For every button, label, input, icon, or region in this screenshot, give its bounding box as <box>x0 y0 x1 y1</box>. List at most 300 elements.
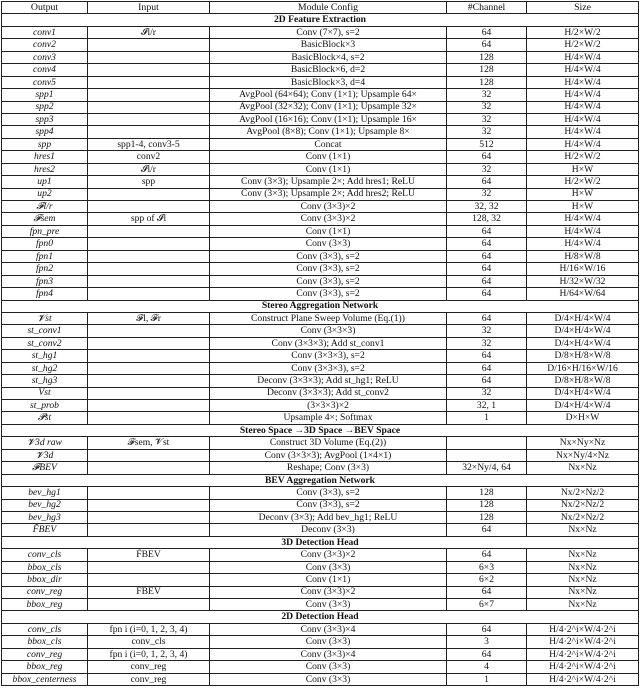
cell-output: spp3 <box>2 113 88 125</box>
header-channel: #Channel <box>447 2 527 14</box>
section-header-row <box>2 536 639 548</box>
cell-output: conv_reg <box>2 586 88 598</box>
cell-channel: 64 <box>447 648 527 660</box>
cell-output: 𝓕sem <box>2 213 88 225</box>
cell-size: H/4×W/4 <box>527 51 639 63</box>
cell-module-config: Conv (3×3)×2 <box>210 201 447 213</box>
cell-channel: 64 <box>447 263 527 275</box>
table-row <box>2 487 639 499</box>
cell-input <box>88 225 210 237</box>
table-row <box>2 26 639 38</box>
cell-output: fpn4 <box>2 288 88 300</box>
table-row <box>2 499 639 511</box>
table-row <box>2 201 639 213</box>
cell-channel: 64 <box>447 623 527 635</box>
cell-input <box>88 201 210 213</box>
cell-output: up1 <box>2 176 88 188</box>
cell-module-config: Conv (3×3)×2 <box>210 213 447 225</box>
cell-size: H/16×W/16 <box>527 263 639 275</box>
cell-output: fpn3 <box>2 275 88 287</box>
cell-channel: 512 <box>447 138 527 150</box>
cell-input <box>88 599 210 611</box>
cell-size: Nx/2×Nz/2 <box>527 487 639 499</box>
cell-input: 𝓘l/r <box>88 163 210 175</box>
cell-input <box>88 101 210 113</box>
cell-channel <box>447 437 527 449</box>
cell-input <box>88 574 210 586</box>
table-row <box>2 337 639 349</box>
cell-size: H/4×W/4 <box>527 113 639 125</box>
cell-module-config: Conv (3×3)×2 <box>210 549 447 561</box>
cell-output: 𝓟st <box>2 412 88 424</box>
cell-channel: 128 <box>447 499 527 511</box>
cell-size: H/4×W/4 <box>527 225 639 237</box>
cell-module-config: Concat <box>210 138 447 150</box>
cell-input: 𝓕sem, 𝓥st <box>88 437 210 449</box>
cell-module-config: (3×3×3)×2 <box>210 400 447 412</box>
cell-output: hres1 <box>2 151 88 163</box>
table-row <box>2 151 639 163</box>
section-title: BEV Aggregation Network <box>2 474 639 486</box>
cell-module-config: Deconv (3×3×3); Add st_hg1; ReLU <box>210 375 447 387</box>
cell-module-config: BasicBlock×3, d=4 <box>210 76 447 88</box>
cell-size: H/4·2^i×W/4·2^i <box>527 623 639 635</box>
table-row <box>2 176 639 188</box>
table-row <box>2 561 639 573</box>
cell-input: F̃BEV <box>88 586 210 598</box>
cell-channel: 64 <box>447 225 527 237</box>
cell-input <box>88 462 210 474</box>
cell-size: H/4·2^i×W/4·2^i <box>527 636 639 648</box>
cell-module-config: Conv (7×7), s=2 <box>210 26 447 38</box>
header-size: Size <box>527 2 639 14</box>
section-title: 2D Feature Extraction <box>2 14 639 26</box>
cell-size: H/4×W/4 <box>527 76 639 88</box>
table-row <box>2 39 639 51</box>
cell-module-config: Conv (3×3×3); AvgPool (1×4×1) <box>210 449 447 461</box>
table-row <box>2 387 639 399</box>
table-row <box>2 89 639 101</box>
cell-module-config: Conv (3×3×3), s=2 <box>210 362 447 374</box>
cell-input <box>88 499 210 511</box>
cell-output: fpn1 <box>2 250 88 262</box>
cell-output: 𝓥3d raw <box>2 437 88 449</box>
table-row <box>2 238 639 250</box>
table-row <box>2 64 639 76</box>
cell-output: conv_cls <box>2 623 88 635</box>
cell-module-config: Conv (3×3)×4 <box>210 623 447 635</box>
cell-output: fpn_pre <box>2 225 88 237</box>
cell-channel: 64 <box>447 39 527 51</box>
cell-size: Nx×Ny/4×Nz <box>527 449 639 461</box>
cell-module-config: Conv (3×3), s=2 <box>210 250 447 262</box>
cell-size: D/4×H/4×W/4 <box>527 387 639 399</box>
cell-size: H×W <box>527 163 639 175</box>
header-module-config: Module Config <box>210 2 447 14</box>
cell-channel <box>447 449 527 461</box>
cell-size: H/4×W/4 <box>527 238 639 250</box>
table-row <box>2 636 639 648</box>
cell-output: bev_hg3 <box>2 511 88 523</box>
cell-input <box>88 113 210 125</box>
cell-input: spp1-4, conv3-5 <box>88 138 210 150</box>
cell-output: F̃BEV <box>2 524 88 536</box>
cell-size: H/4×W/4 <box>527 64 639 76</box>
cell-module-config: Conv (1×1) <box>210 151 447 163</box>
table-row <box>2 511 639 523</box>
cell-channel: 3 <box>447 636 527 648</box>
cell-output: spp2 <box>2 101 88 113</box>
cell-channel: 4 <box>447 661 527 673</box>
cell-channel: 64 <box>447 250 527 262</box>
cell-module-config: Construct Plane Sweep Volume (Eq.(1)) <box>210 312 447 324</box>
cell-channel: 64 <box>447 524 527 536</box>
cell-input <box>88 412 210 424</box>
table-row <box>2 126 639 138</box>
cell-size: D/4×H/4×W/4 <box>527 325 639 337</box>
cell-channel: 32 <box>447 126 527 138</box>
cell-size: H/4×W/4 <box>527 89 639 101</box>
cell-size: D/4×H/4×W/4 <box>527 312 639 324</box>
cell-output: 𝓥st <box>2 312 88 324</box>
section-title: 2D Detection Head <box>2 611 639 623</box>
cell-output: st_prob <box>2 400 88 412</box>
architecture-table <box>1 1 639 686</box>
table-row <box>2 188 639 200</box>
cell-output: fpn2 <box>2 263 88 275</box>
cell-channel: 32 <box>447 337 527 349</box>
table-row <box>2 51 639 63</box>
table-row <box>2 312 639 324</box>
cell-size: H/4×W/4 <box>527 101 639 113</box>
cell-size: D/4×H/4×W/4 <box>527 400 639 412</box>
cell-output: st_hg1 <box>2 350 88 362</box>
cell-module-config: Construct 3D Volume (Eq.(2)) <box>210 437 447 449</box>
cell-module-config: Conv (3×3)×2 <box>210 586 447 598</box>
cell-output: bbox_reg <box>2 599 88 611</box>
cell-module-config: AvgPool (16×16); Conv (1×1); Upsample 16× <box>210 113 447 125</box>
cell-channel: 128 <box>447 64 527 76</box>
table-body <box>2 14 639 686</box>
cell-module-config: Conv (3×3), s=2 <box>210 499 447 511</box>
cell-output: bbox_centerness <box>2 673 88 685</box>
cell-input: spp of 𝓘l <box>88 213 210 225</box>
cell-channel: 6×3 <box>447 561 527 573</box>
cell-module-config: Conv (3×3) <box>210 661 447 673</box>
cell-channel: 64 <box>447 176 527 188</box>
cell-module-config: Conv (3×3); Upsample 2×; Add hres2; ReLU <box>210 188 447 200</box>
table-row <box>2 138 639 150</box>
cell-input <box>88 275 210 287</box>
cell-size: H/4×W/4 <box>527 126 639 138</box>
cell-module-config: Conv (3×3), s=2 <box>210 263 447 275</box>
table-row <box>2 263 639 275</box>
cell-output: conv_reg <box>2 648 88 660</box>
cell-input: conv2 <box>88 151 210 163</box>
cell-input <box>88 188 210 200</box>
cell-input <box>88 250 210 262</box>
table-row <box>2 599 639 611</box>
cell-output: st_conv2 <box>2 337 88 349</box>
cell-size: D/8×H/8×W/8 <box>527 375 639 387</box>
cell-module-config: Conv (3×3), s=2 <box>210 288 447 300</box>
cell-input <box>88 337 210 349</box>
cell-size: H/64×W/64 <box>527 288 639 300</box>
cell-channel: 64 <box>447 151 527 163</box>
cell-size: Nx×Nz <box>527 462 639 474</box>
table-header <box>2 2 639 14</box>
cell-channel: 128 <box>447 51 527 63</box>
cell-output: conv5 <box>2 76 88 88</box>
cell-output: hres2 <box>2 163 88 175</box>
cell-channel: 64 <box>447 375 527 387</box>
section-header-row <box>2 474 639 486</box>
cell-size: H/8×W/8 <box>527 250 639 262</box>
cell-channel: 32 <box>447 113 527 125</box>
cell-output: bbox_dir <box>2 574 88 586</box>
cell-module-config: Deconv (3×3×3); Add st_conv2 <box>210 387 447 399</box>
cell-input <box>88 375 210 387</box>
cell-channel: 128 <box>447 511 527 523</box>
cell-module-config: BasicBlock×4, s=2 <box>210 51 447 63</box>
section-title: Stereo Space →3D Space →BEV Space <box>2 424 639 436</box>
cell-channel: 64 <box>447 238 527 250</box>
cell-input: fpn i (i=0, 1, 2, 3, 4) <box>88 648 210 660</box>
cell-size: Nx/2×Nz/2 <box>527 499 639 511</box>
cell-size: H/4×W/4 <box>527 138 639 150</box>
cell-module-config: Conv (1×1) <box>210 225 447 237</box>
cell-input <box>88 449 210 461</box>
table-row <box>2 350 639 362</box>
cell-size: D/4×H/4×W/4 <box>527 337 639 349</box>
cell-input: fpn i (i=0, 1, 2, 3, 4) <box>88 623 210 635</box>
cell-size: Nx×Nz <box>527 524 639 536</box>
cell-channel: 64 <box>447 549 527 561</box>
cell-module-config: BasicBlock×6, d=2 <box>210 64 447 76</box>
section-title: 3D Detection Head <box>2 536 639 548</box>
cell-input <box>88 400 210 412</box>
cell-channel: 64 <box>447 275 527 287</box>
table-row <box>2 288 639 300</box>
cell-input <box>88 51 210 63</box>
cell-size: H/2×W/2 <box>527 151 639 163</box>
table-row <box>2 362 639 374</box>
cell-output: st_hg3 <box>2 375 88 387</box>
cell-output: conv_cls <box>2 549 88 561</box>
cell-size: Nx×Nz <box>527 561 639 573</box>
table-row <box>2 661 639 673</box>
cell-module-config: Conv (3×3) <box>210 673 447 685</box>
cell-input <box>88 387 210 399</box>
cell-size: H×W <box>527 201 639 213</box>
cell-output: bbox_cls <box>2 636 88 648</box>
cell-channel: 32 <box>447 325 527 337</box>
cell-output: st_conv1 <box>2 325 88 337</box>
cell-channel: 64 <box>447 350 527 362</box>
cell-channel: 32, 1 <box>447 400 527 412</box>
cell-module-config: Conv (3×3) <box>210 238 447 250</box>
cell-channel: 64 <box>447 288 527 300</box>
table-row <box>2 400 639 412</box>
cell-input <box>88 561 210 573</box>
cell-input: conv_cls <box>88 636 210 648</box>
cell-size: H/4·2^i×W/4·2^i <box>527 648 639 660</box>
table-row <box>2 623 639 635</box>
cell-size: Nx×Nz <box>527 574 639 586</box>
cell-module-config: AvgPool (8×8); Conv (1×1); Upsample 8× <box>210 126 447 138</box>
cell-output: 𝓕BEV <box>2 462 88 474</box>
cell-input: conv_reg <box>88 661 210 673</box>
cell-module-config: BasicBlock×3 <box>210 39 447 51</box>
header-input: Input <box>88 2 210 14</box>
cell-output: bbox_cls <box>2 561 88 573</box>
table-row <box>2 412 639 424</box>
cell-module-config: Conv (3×3×3), s=2 <box>210 350 447 362</box>
cell-size: D/16×H/16×W/16 <box>527 362 639 374</box>
cell-input <box>88 325 210 337</box>
cell-channel: 64 <box>447 26 527 38</box>
cell-input <box>88 288 210 300</box>
cell-size: D×H×W <box>527 412 639 424</box>
table-row <box>2 437 639 449</box>
header-output: Output <box>2 2 88 14</box>
table-row <box>2 163 639 175</box>
cell-size: H/4×W/4 <box>527 213 639 225</box>
table-row <box>2 76 639 88</box>
cell-size: H/32×W/32 <box>527 275 639 287</box>
cell-channel: 64 <box>447 586 527 598</box>
table-row <box>2 574 639 586</box>
cell-channel: 32×Ny/4, 64 <box>447 462 527 474</box>
cell-module-config: Conv (3×3) <box>210 599 447 611</box>
cell-size: Nx×Nz <box>527 599 639 611</box>
table-row <box>2 213 639 225</box>
cell-channel: 64 <box>447 362 527 374</box>
cell-module-config: Conv (3×3)×4 <box>210 648 447 660</box>
cell-module-config: Reshape; Conv (3×3) <box>210 462 447 474</box>
table-row <box>2 101 639 113</box>
section-header-row <box>2 14 639 26</box>
cell-output: Ṽst <box>2 387 88 399</box>
cell-size: H/2×W/2 <box>527 176 639 188</box>
cell-output: bev_hg1 <box>2 487 88 499</box>
cell-channel: 128, 32 <box>447 213 527 225</box>
table-row <box>2 275 639 287</box>
cell-input <box>88 350 210 362</box>
cell-channel: 32 <box>447 188 527 200</box>
cell-module-config: AvgPool (32×32); Conv (1×1); Upsample 32× <box>210 101 447 113</box>
cell-size: Nx/2×Nz/2 <box>527 511 639 523</box>
cell-output: spp4 <box>2 126 88 138</box>
cell-channel: 6×2 <box>447 574 527 586</box>
cell-module-config: Conv (3×3) <box>210 561 447 573</box>
cell-input <box>88 39 210 51</box>
cell-size: H/2×W/2 <box>527 39 639 51</box>
cell-module-config: Conv (1×1) <box>210 574 447 586</box>
section-title: Stereo Aggregation Network <box>2 300 639 312</box>
cell-module-config: Upsample 4×; Softmax <box>210 412 447 424</box>
cell-channel: 32 <box>447 89 527 101</box>
cell-input <box>88 126 210 138</box>
cell-module-config: Conv (1×1) <box>210 163 447 175</box>
cell-channel: 32 <box>447 387 527 399</box>
table-row <box>2 648 639 660</box>
cell-module-config: Deconv (3×3) <box>210 524 447 536</box>
cell-module-config: Conv (3×3), s=2 <box>210 275 447 287</box>
cell-size: Nx×Nz <box>527 549 639 561</box>
cell-size: H/4·2^i×W/4·2^i <box>527 661 639 673</box>
cell-input: conv_reg <box>88 673 210 685</box>
cell-input: F̃BEV <box>88 549 210 561</box>
cell-input: 𝓕l, 𝓕r <box>88 312 210 324</box>
cell-size: Nx×Ny×Nz <box>527 437 639 449</box>
section-header-row <box>2 611 639 623</box>
cell-output: conv4 <box>2 64 88 76</box>
cell-module-config: Conv (3×3×3); Add st_conv1 <box>210 337 447 349</box>
cell-module-config: Conv (3×3); Upsample 2×; Add hres1; ReLU <box>210 176 447 188</box>
cell-channel: 32 <box>447 163 527 175</box>
table-row <box>2 225 639 237</box>
cell-input <box>88 362 210 374</box>
cell-size: D/8×H/8×W/8 <box>527 350 639 362</box>
cell-size: H/2×W/2 <box>527 26 639 38</box>
cell-output: conv2 <box>2 39 88 51</box>
cell-channel: 6×7 <box>447 599 527 611</box>
cell-size: H×W <box>527 188 639 200</box>
cell-output: spp1 <box>2 89 88 101</box>
cell-input <box>88 64 210 76</box>
cell-input: 𝓘l/r <box>88 26 210 38</box>
table-row <box>2 586 639 598</box>
cell-channel: 1 <box>447 673 527 685</box>
cell-output: st_hg2 <box>2 362 88 374</box>
cell-input <box>88 263 210 275</box>
table-row <box>2 462 639 474</box>
cell-channel: 32, 32 <box>447 201 527 213</box>
cell-input <box>88 89 210 101</box>
cell-module-config: Conv (3×3×3) <box>210 325 447 337</box>
cell-channel: 1 <box>447 412 527 424</box>
cell-output: conv3 <box>2 51 88 63</box>
table-row <box>2 673 639 685</box>
cell-module-config: Deconv (3×3); Add bev_hg1; ReLU <box>210 511 447 523</box>
cell-size: Nx×Nz <box>527 586 639 598</box>
table-row <box>2 524 639 536</box>
cell-output: up2 <box>2 188 88 200</box>
cell-output: bbox_reg <box>2 661 88 673</box>
cell-channel: 32 <box>447 101 527 113</box>
cell-output: fpn0 <box>2 238 88 250</box>
section-header-row <box>2 424 639 436</box>
table-row <box>2 449 639 461</box>
table-row <box>2 375 639 387</box>
cell-output: conv1 <box>2 26 88 38</box>
cell-output: spp <box>2 138 88 150</box>
cell-module-config: AvgPool (64×64); Conv (1×1); Upsample 64× <box>210 89 447 101</box>
cell-channel: 64 <box>447 312 527 324</box>
cell-size: H/4·2^i×W/4·2^i <box>527 673 639 685</box>
cell-input <box>88 76 210 88</box>
cell-input <box>88 238 210 250</box>
cell-output: 𝓕l/r <box>2 201 88 213</box>
table-row <box>2 325 639 337</box>
table-row <box>2 113 639 125</box>
cell-channel: 128 <box>447 76 527 88</box>
header-row <box>2 2 639 14</box>
cell-output: bev_hg2 <box>2 499 88 511</box>
cell-module-config: Conv (3×3) <box>210 636 447 648</box>
cell-input <box>88 524 210 536</box>
